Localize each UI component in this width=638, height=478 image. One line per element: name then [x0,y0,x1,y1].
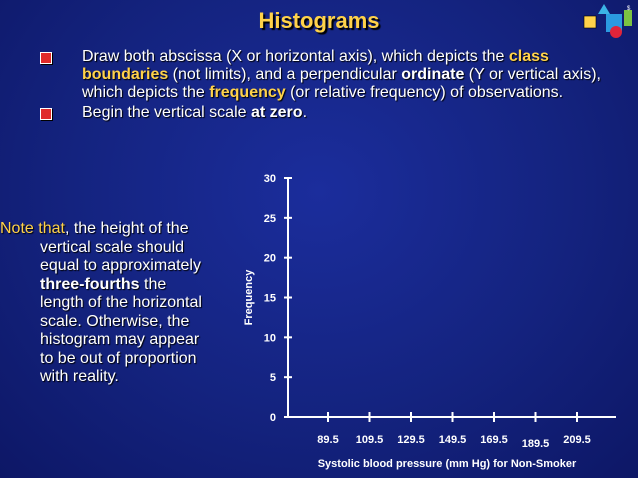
note-line-5: length of the horizontal [40,294,202,311]
histogram-axes-chart [236,168,616,474]
y-tick-label-10: 10 [263,332,276,345]
note-line-9: with reality. [40,368,119,385]
y-tick-label-5: 5 [269,372,276,385]
note-line-3: equal to approximately [40,257,201,274]
term-at-zero: at zero [250,104,303,121]
svg-text:$: $ [627,6,631,12]
slide-title: Histograms [258,8,380,33]
bullet-list [40,48,610,124]
term-ordinate: ordinate [401,66,465,83]
bullet-item-2 [40,104,610,122]
y-tick-label-25: 25 [263,212,276,225]
y-tick-label-30: 30 [263,173,276,185]
note-line-8: to be out of proportion [40,349,197,367]
x-axis-label: Systolic blood pressure (mm Hg) for Non-Smoker [317,458,577,470]
bullet-item-1 [40,48,610,102]
note-line-2: vertical scale should [40,238,185,256]
bullet-1-part-7: (or relative frequency) of observations. [285,84,564,101]
note-line-4 [0,276,232,295]
x-tick-label-209.5: 209.5 [563,434,591,446]
bullet-2-part-1: Begin the vertical scale [82,104,251,121]
bullet-marker-icon [40,108,52,120]
proportion-note [0,220,232,387]
bullet-2-part-3: . [302,104,308,121]
note-line-1: , the height of the [64,220,189,237]
y-axis-label: Frequency [243,269,255,326]
x-tick-label-129.5: 129.5 [397,434,425,446]
x-tick-label-89.5: 89.5 [317,434,339,446]
chart-layer [243,173,616,470]
term-class-boundaries: class boundaries [82,48,549,83]
x-tick-label-169.5: 169.5 [480,434,508,446]
note-line-4-tail: the [139,275,167,293]
note-line-7: histogram may appear [40,331,200,348]
bullet-1-part-3: (not limits), and a perpendicular [168,66,402,83]
bullet-marker-icon [40,52,52,64]
term-frequency: frequency [209,84,286,101]
term-three-fourths: three-fourths [40,275,140,293]
x-tick-label-149.5: 149.5 [438,434,467,446]
y-tick-label-15: 15 [263,292,276,305]
bullet-1-part-5: (Y or vertical axis), which depicts the [82,66,601,101]
x-tick-label-109.5: 109.5 [355,434,384,446]
x-tick-label-189.5: 189.5 [521,438,550,450]
note-line-6: scale. Otherwise, the [40,312,190,330]
bullet-1-part-1: Draw both abscissa (X or horizontal axis), which depicts the [82,48,509,65]
decorative-shapes-logo [582,2,634,46]
y-tick-label-20: 20 [263,252,276,265]
y-tick-label-0: 0 [269,412,276,424]
note-lead: Note that [0,220,65,237]
